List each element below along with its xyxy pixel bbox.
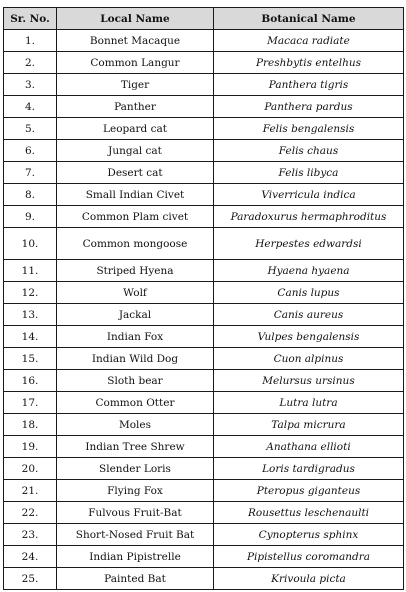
cell-sr-no: 3. [4,74,57,96]
cell-local-name: Common mongoose [57,228,214,260]
cell-sr-no: 19. [4,436,57,458]
cell-sr-no: 10. [4,228,57,260]
cell-sr-no: 6. [4,140,57,162]
cell-local-name: Jungal cat [57,140,214,162]
cell-sr-no: 2. [4,52,57,74]
cell-botanical-name: Lutra lutra [214,392,404,414]
cell-sr-no: 7. [4,162,57,184]
cell-local-name: Painted Bat [57,568,214,590]
cell-botanical-name: Herpestes edwardsi [214,228,404,260]
cell-sr-no: 24. [4,546,57,568]
cell-botanical-name: Macaca radiate [214,30,404,52]
cell-botanical-name: Felis chaus [214,140,404,162]
cell-local-name: Bonnet Macaque [57,30,214,52]
header-row [4,8,404,30]
cell-botanical-name: Rousettus leschenaulti [214,502,404,524]
cell-sr-no: 5. [4,118,57,140]
cell-local-name: Panther [57,96,214,118]
cell-local-name: Common Plam civet [57,206,214,228]
cell-botanical-name: Krivoula picta [214,568,404,590]
cell-local-name: Fulvous Fruit-Bat [57,502,214,524]
table-body [4,30,404,590]
table-row [4,30,404,52]
table-row [4,326,404,348]
cell-local-name: Indian Fox [57,326,214,348]
header-local-name: Local Name [57,8,214,30]
table-row [4,228,404,260]
cell-sr-no: 16. [4,370,57,392]
table-row [4,96,404,118]
cell-local-name: Desert cat [57,162,214,184]
table-row [4,436,404,458]
cell-botanical-name: Canis lupus [214,282,404,304]
table-row [4,52,404,74]
cell-botanical-name: Talpa micrura [214,414,404,436]
cell-botanical-name: Canis aureus [214,304,404,326]
table-row [4,524,404,546]
cell-local-name: Indian Pipistrelle [57,546,214,568]
cell-botanical-name: Melursus ursinus [214,370,404,392]
table-row [4,162,404,184]
cell-sr-no: 14. [4,326,57,348]
cell-sr-no: 25. [4,568,57,590]
cell-sr-no: 1. [4,30,57,52]
cell-botanical-name: Vulpes bengalensis [214,326,404,348]
table-row [4,392,404,414]
cell-botanical-name: Anathana ellioti [214,436,404,458]
header-sr-no: Sr. No. [4,8,57,30]
cell-local-name: Indian Tree Shrew [57,436,214,458]
cell-local-name: Indian Wild Dog [57,348,214,370]
table-row [4,370,404,392]
cell-botanical-name: Cuon alpinus [214,348,404,370]
table-row [4,118,404,140]
table-row [4,260,404,282]
cell-sr-no: 8. [4,184,57,206]
cell-botanical-name: Felis libyca [214,162,404,184]
cell-sr-no: 9. [4,206,57,228]
table-row [4,348,404,370]
table-header [4,8,404,30]
table-row [4,568,404,590]
table-row [4,206,404,228]
table-row [4,304,404,326]
cell-local-name: Moles [57,414,214,436]
table-row [4,480,404,502]
cell-sr-no: 12. [4,282,57,304]
cell-sr-no: 20. [4,458,57,480]
cell-sr-no: 18. [4,414,57,436]
table-row [4,184,404,206]
table-row [4,546,404,568]
cell-local-name: Common Langur [57,52,214,74]
cell-botanical-name: Pipistellus coromandra [214,546,404,568]
cell-local-name: Jackal [57,304,214,326]
table-row [4,282,404,304]
cell-local-name: Short-Nosed Fruit Bat [57,524,214,546]
cell-botanical-name: Hyaena hyaena [214,260,404,282]
species-table [3,7,404,590]
header-botanical-name: Botanical Name [214,8,404,30]
cell-local-name: Sloth bear [57,370,214,392]
cell-local-name: Slender Loris [57,458,214,480]
cell-local-name: Striped Hyena [57,260,214,282]
cell-botanical-name: Cynopterus sphinx [214,524,404,546]
cell-local-name: Small Indian Civet [57,184,214,206]
cell-sr-no: 13. [4,304,57,326]
cell-local-name: Tiger [57,74,214,96]
cell-sr-no: 21. [4,480,57,502]
table-row [4,414,404,436]
cell-sr-no: 22. [4,502,57,524]
table-row [4,140,404,162]
cell-botanical-name: Loris tardigradus [214,458,404,480]
cell-local-name: Leopard cat [57,118,214,140]
table-row [4,74,404,96]
cell-sr-no: 15. [4,348,57,370]
cell-sr-no: 23. [4,524,57,546]
cell-local-name: Flying Fox [57,480,214,502]
cell-botanical-name: Pteropus giganteus [214,480,404,502]
cell-botanical-name: Preshbytis entelhus [214,52,404,74]
cell-botanical-name: Paradoxurus hermaphroditus [214,206,404,228]
cell-botanical-name: Panthera tigris [214,74,404,96]
cell-sr-no: 11. [4,260,57,282]
cell-botanical-name: Viverricula indica [214,184,404,206]
cell-botanical-name: Panthera pardus [214,96,404,118]
cell-sr-no: 4. [4,96,57,118]
table-row [4,502,404,524]
table-row [4,458,404,480]
cell-local-name: Wolf [57,282,214,304]
cell-local-name: Common Otter [57,392,214,414]
cell-botanical-name: Felis bengalensis [214,118,404,140]
cell-sr-no: 17. [4,392,57,414]
